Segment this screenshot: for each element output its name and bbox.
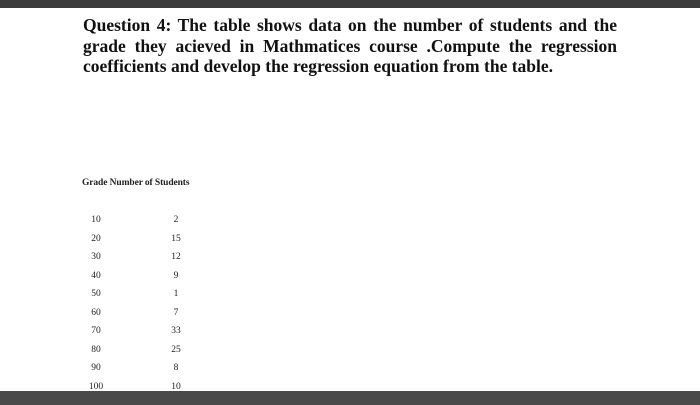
grade-cell: 60 [91,307,101,318]
students-cell: 10 [171,381,181,392]
grade-cell: 100 [88,381,104,392]
grade-cell: 50 [91,289,101,299]
question-text: Question 4: The table shows data on the number of students and the grade they acieved in Mathmatices course .Compute the regression coefficients and develop the regression equation from the table. [83,15,617,76]
bottom-border [0,391,700,405]
grade-cell: 10 [91,215,101,225]
grade-cell: 40 [91,270,101,281]
students-cell: 15 [171,233,181,244]
grade-cell: 90 [91,363,101,373]
students-cell: 33 [171,326,181,336]
grade-cell: 20 [91,233,101,244]
table-header: Grade Number of Students [82,178,190,188]
students-cell: 8 [173,363,179,373]
grade-cell: 30 [91,252,101,262]
students-cell: 1 [173,289,179,299]
grade-cell: 80 [91,344,101,355]
students-cell: 25 [171,344,181,355]
students-cell: 7 [173,307,179,318]
students-cell: 12 [171,252,181,262]
students-cell: 2 [173,215,179,225]
grade-cell: 70 [91,326,101,336]
students-cell: 9 [173,270,179,281]
top-border [0,0,700,8]
